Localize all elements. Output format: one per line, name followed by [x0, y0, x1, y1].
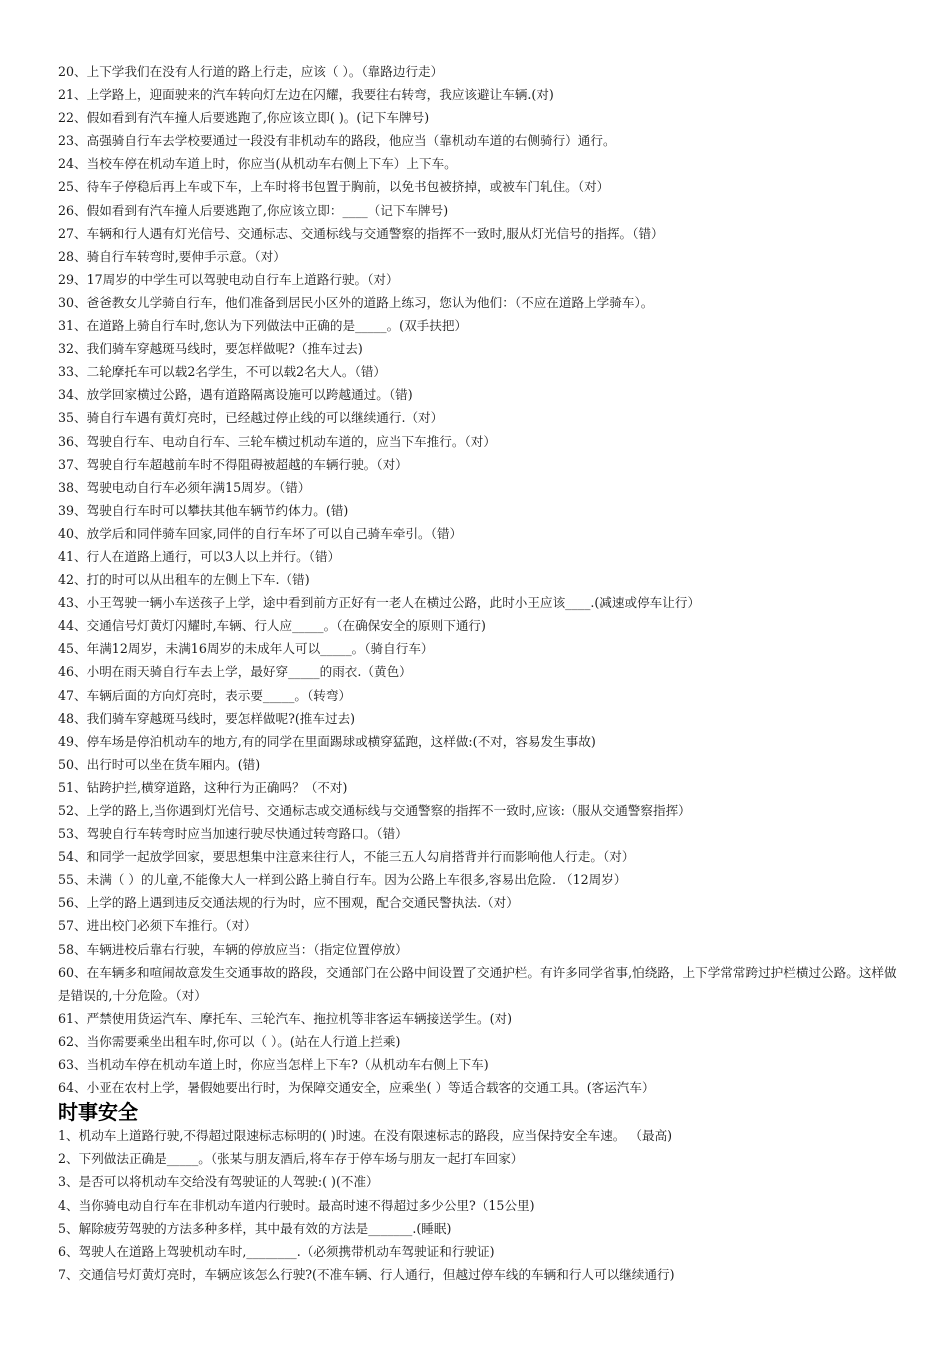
list-item: 49、停车场是停泊机动车的地方,有的同学在里面踢球或横穿猛跑，这样做:(不对，容易发生事故): [58, 733, 596, 749]
list-item: 41、行人在道路上通行，可以3人以上并行。（错）: [58, 548, 341, 564]
list-item: 33、二轮摩托车可以载2名学生，不可以载2名大人。（错）: [58, 364, 387, 380]
list-item: 50、出行时可以坐在货车厢内。(错): [58, 756, 261, 772]
list-item: 31、在道路上骑自行车时,您认为下列做法中正确的是_____。(双手扶把）: [58, 318, 468, 334]
list-item: 42、打的时可以从出租车的左侧上下车.（错): [58, 572, 310, 588]
list-item: 27、车辆和行人遇有灯光信号、交通标志、交通标线与交通警察的指挥不一致时,服从灯光信号的指挥。（错）: [58, 225, 664, 241]
list-item: 7、交通信号灯黄灯亮时，车辆应该怎么行驶?(不准车辆、行人通行，但越过停车线的车辆和行人可以继续通行): [58, 1266, 675, 1282]
list-item: 2、下列做法正确是_____。（张某与朋友酒后,将车存于停车场与朋友一起打车回家）: [58, 1151, 524, 1167]
list-item: 6、驾驶人在道路上驾驶机动车时,________.（必须携带机动车驾驶证和行驶证): [58, 1243, 495, 1259]
list-item: 37、驾驶自行车超越前车时不得阻碍被超越的车辆行驶。（对）: [58, 456, 408, 472]
list-item: 48、我们骑车穿越斑马线时，要怎样做呢?(推车过去): [58, 710, 356, 726]
list-item: 61、严禁使用货运汽车、摩托车、三轮汽车、拖拉机等非客运车辆接送学生。(对): [58, 1010, 513, 1026]
list-item: 40、放学后和同伴骑车回家,同伴的自行车坏了可以自己骑车牵引。（错）: [58, 525, 463, 541]
list-item: 21、上学路上，迎面驶来的汽车转向灯左边在闪耀，我要往右转弯，我应该避让车辆.(对): [58, 87, 554, 103]
list-item: 29、17周岁的中学生可以驾驶电动自行车上道路行驶。（对）: [58, 271, 399, 287]
list-item: 23、高强骑自行车去学校要通过一段没有非机动车的路段，他应当（靠机动车道的右侧骑行）通行。: [58, 133, 616, 149]
list-item: 22、假如看到有汽车撞人后要逃跑了,你应该立即( )。(记下车牌号): [58, 110, 430, 126]
list-item: 36、驾驶自行车、电动自行车、三轮车横过机动车道的，应当下车推行。（对）: [58, 433, 496, 449]
document-page: [58, 60, 898, 1286]
list-item: 28、骑自行车转弯时,要伸手示意。（对）: [58, 248, 286, 264]
section-heading: 时事安全: [58, 1100, 138, 1125]
list-item: 45、年满12周岁，未满16周岁的未成年人可以_____。（骑自行车）: [58, 641, 434, 657]
list-item: 57、进出校门必须下车推行。（对）: [58, 918, 257, 934]
list-item: 20、上下学我们在没有人行道的路上行走，应该（ ）。（靠路边行走）: [58, 64, 444, 79]
list-item: 54、和同学一起放学回家，要思想集中注意来往行人，不能三五人勾肩搭背并行而影响他人行走。（对）: [58, 849, 635, 865]
list-item: 62、当你需要乘坐出租车时,你可以（ ）。(站在人行道上拦乘): [58, 1033, 401, 1049]
list-item: 46、小明在雨天骑自行车去上学，最好穿_____的雨衣.（黄色）: [58, 664, 412, 680]
list-item: 34、放学回家横过公路，遇有道路隔离设施可以跨越通过。（错): [58, 387, 413, 403]
list-item: 51、钻跨护拦,横穿道路，这种行为正确吗？（不对): [58, 779, 348, 795]
question-list-traffic: [58, 60, 898, 1099]
list-item: 55、未满（ ）的儿童,不能像大人一样到公路上骑自行车。因为公路上车很多,容易出危险. （12周岁）: [58, 872, 627, 888]
list-item: 5、解除疲劳驾驶的方法多种多样，其中最有效的方法是_______.(睡眠): [58, 1220, 452, 1236]
list-item: 63、当机动车停在机动车道上时，你应当怎样上下车?（从机动车右侧上下车): [58, 1057, 489, 1073]
list-item: 53、驾驶自行车转弯时应当加速行驶尽快通过转弯路口。（错）: [58, 826, 408, 842]
list-item: 25、待车子停稳后再上车或下车，上车时将书包置于胸前，以免书包被挤掉，或被车门轧住。（对）: [58, 179, 610, 195]
list-item: 60、在车辆多和喧闹故意发生交通事故的路段，交通部门在公路中间设置了交通护栏。有许多同学省事,怕绕路，上下学常常跨过护栏横过公路。这样做是错误的,十分危险。（对）: [58, 964, 897, 1003]
list-item: 47、车辆后面的方向灯亮时，表示要_____。（转弯）: [58, 687, 352, 703]
list-item: 56、上学的路上遇到违反交通法规的行为时，应不围观，配合交通民警执法.（对）: [58, 895, 519, 911]
list-item: 3、是否可以将机动车交给没有驾驶证的人驾驶:( )(不准）: [58, 1174, 379, 1190]
list-item: 38、驾驶电动自行车必须年满15周岁。（错）: [58, 479, 311, 495]
list-item: 44、交通信号灯黄灯闪耀时,车辆、行人应_____。（在确保安全的原则下通行): [58, 618, 486, 634]
list-item: 26、假如看到有汽车撞人后要逃跑了,你应该立即：____（记下车牌号): [58, 202, 449, 218]
list-item: 52、上学的路上,当你遇到灯光信号、交通标志或交通标线与交通警察的指挥不一致时,应该:（服从交通警察指挥）: [58, 803, 691, 818]
list-item: 64、小亚在农村上学，暑假她要出行时，为保障交通安全，应乘坐( ）等适合载客的交通工具。(客运汽车）: [58, 1080, 655, 1096]
list-item: 58、车辆进校后靠右行驶，车辆的停放应当：（指定位置停放）: [58, 941, 408, 957]
list-item: 43、小王驾驶一辆小车送孩子上学，途中看到前方正好有一老人在横过公路，此时小王应该____.(减速或停车让行）: [58, 595, 701, 611]
list-item: 24、当校车停在机动车道上时，你应当(从机动车右侧上下车）上下车。: [58, 156, 457, 172]
list-item: 4、当你骑电动自行车在非机动车道内行驶时。最高时速不得超过多少公里?（15公里): [58, 1197, 535, 1213]
list-item: 30、爸爸教女儿学骑自行车，他们准备到居民小区外的道路上练习，您认为他们：（不应在道路上学骑车）。: [58, 294, 654, 310]
list-item: 1、机动车上道路行驶,不得超过限速标志标明的( )时速。在没有限速标志的路段，应当保持安全车速。 （最高): [58, 1128, 673, 1144]
list-item: 32、我们骑车穿越斑马线时，要怎样做呢?（推车过去): [58, 341, 363, 357]
question-list-current-safety: [58, 1124, 898, 1286]
list-item: 35、骑自行车遇有黄灯亮时，已经越过停止线的可以继续通行.（对）: [58, 410, 444, 426]
list-item: 39、驾驶自行车时可以攀扶其他车辆节约体力。(错): [58, 502, 349, 518]
